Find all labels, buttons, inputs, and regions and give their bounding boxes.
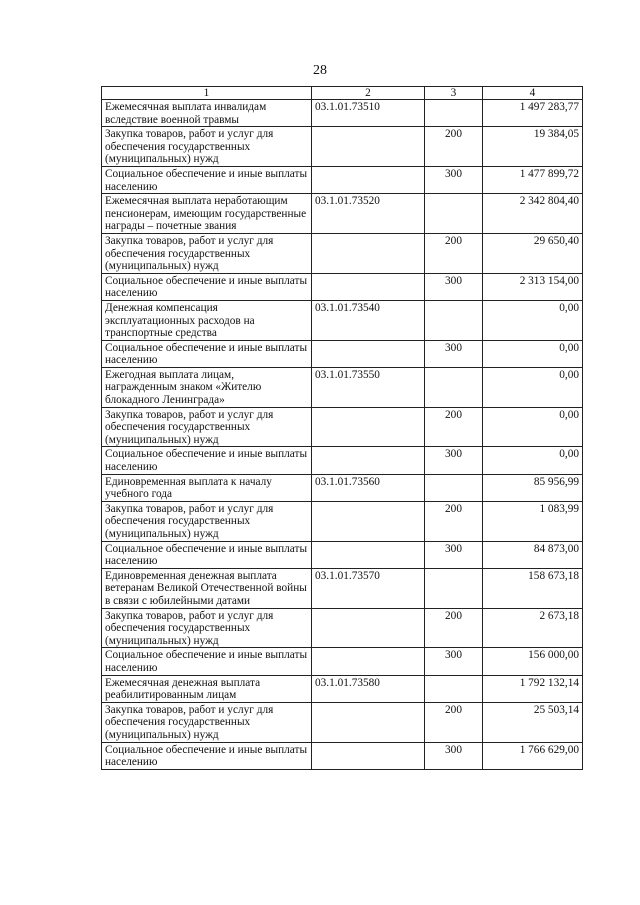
row-code-cell [312,166,425,193]
row-code-cell [312,273,425,300]
row-amount-cell: 2 673,18 [483,608,583,648]
row-kvr-cell: 300 [425,273,483,300]
row-kvr-cell: 200 [425,127,483,167]
row-code-cell: 03.1.01.73580 [312,675,425,702]
table-row [102,608,583,648]
table-row [102,127,583,167]
table-row [102,742,583,769]
row-code-cell [312,127,425,167]
column-header-1: 1 [102,87,312,100]
row-kvr-cell [425,367,483,407]
row-kvr-cell: 200 [425,501,483,541]
table-row [102,702,583,742]
row-name-cell: Ежемесячная денежная выплата реабилитированным лицам [102,675,312,702]
table-row [102,568,583,608]
row-amount-cell: 2 313 154,00 [483,273,583,300]
column-header-2: 2 [312,87,425,100]
row-amount-cell: 1 477 899,72 [483,166,583,193]
table-row [102,407,583,447]
row-name-cell: Ежемесячная выплата инвалидам вследствие военной травмы [102,100,312,127]
table-row [102,300,583,340]
table-header-row [102,87,583,100]
row-name-cell: Денежная компенсация эксплуатационных расходов на транспортные средства [102,300,312,340]
row-name-cell: Ежегодная выплата лицам, награжденным знаком «Жителю блокадного Ленинграда» [102,367,312,407]
row-kvr-cell [425,474,483,501]
row-amount-cell: 158 673,18 [483,568,583,608]
row-name-cell: Социальное обеспечение и иные выплаты населению [102,447,312,474]
row-code-cell [312,233,425,273]
row-name-cell: Закупка товаров, работ и услуг для обеспечения государственных (муниципальных) нужд [102,608,312,648]
row-name-cell: Закупка товаров, работ и услуг для обеспечения государственных (муниципальных) нужд [102,407,312,447]
row-code-cell: 03.1.01.73510 [312,100,425,127]
row-amount-cell: 0,00 [483,300,583,340]
table-row [102,675,583,702]
row-code-cell [312,648,425,675]
table-row [102,447,583,474]
row-amount-cell: 1 766 629,00 [483,742,583,769]
row-name-cell: Социальное обеспечение и иные выплаты населению [102,166,312,193]
row-amount-cell: 1 083,99 [483,501,583,541]
row-name-cell: Социальное обеспечение и иные выплаты населению [102,648,312,675]
row-amount-cell: 1 792 132,14 [483,675,583,702]
row-name-cell: Единовременная выплата к началу учебного года [102,474,312,501]
table-row [102,233,583,273]
row-code-cell [312,702,425,742]
row-code-cell [312,407,425,447]
row-amount-cell: 0,00 [483,340,583,367]
table-row [102,501,583,541]
row-name-cell: Закупка товаров, работ и услуг для обеспечения государственных (муниципальных) нужд [102,702,312,742]
table-row [102,541,583,568]
row-kvr-cell [425,675,483,702]
row-name-cell: Социальное обеспечение и иные выплаты населению [102,742,312,769]
table-row [102,194,583,234]
row-amount-cell: 0,00 [483,367,583,407]
row-code-cell [312,742,425,769]
row-kvr-cell: 200 [425,608,483,648]
row-amount-cell: 85 956,99 [483,474,583,501]
row-amount-cell: 19 384,05 [483,127,583,167]
row-kvr-cell: 200 [425,233,483,273]
column-header-4: 4 [483,87,583,100]
row-amount-cell: 84 873,00 [483,541,583,568]
table-row [102,100,583,127]
table-row [102,367,583,407]
row-amount-cell: 156 000,00 [483,648,583,675]
row-amount-cell: 0,00 [483,407,583,447]
row-name-cell: Социальное обеспечение и иные выплаты населению [102,541,312,568]
column-header-3: 3 [425,87,483,100]
row-kvr-cell: 200 [425,407,483,447]
row-amount-cell: 0,00 [483,447,583,474]
row-name-cell: Ежемесячная выплата неработающим пенсионерам, имеющим государственные награды – почетные звания [102,194,312,234]
row-code-cell [312,501,425,541]
row-name-cell: Закупка товаров, работ и услуг для обеспечения государственных (муниципальных) нужд [102,233,312,273]
row-kvr-cell: 300 [425,166,483,193]
row-amount-cell: 25 503,14 [483,702,583,742]
row-kvr-cell [425,568,483,608]
row-kvr-cell [425,100,483,127]
row-code-cell: 03.1.01.73550 [312,367,425,407]
table-row [102,474,583,501]
row-amount-cell: 1 497 283,77 [483,100,583,127]
row-amount-cell: 29 650,40 [483,233,583,273]
budget-table [101,86,583,770]
row-name-cell: Единовременная денежная выплата ветеранам Великой Отечественной войны в связи с юбилейными датами [102,568,312,608]
table-row [102,340,583,367]
row-name-cell: Социальное обеспечение и иные выплаты населению [102,273,312,300]
row-name-cell: Социальное обеспечение и иные выплаты населению [102,340,312,367]
row-code-cell [312,447,425,474]
row-code-cell: 03.1.01.73520 [312,194,425,234]
row-amount-cell: 2 342 804,40 [483,194,583,234]
table-row [102,648,583,675]
table-row [102,273,583,300]
row-kvr-cell [425,194,483,234]
row-code-cell: 03.1.01.73540 [312,300,425,340]
row-name-cell: Закупка товаров, работ и услуг для обеспечения государственных (муниципальных) нужд [102,501,312,541]
table-body [102,100,583,770]
row-kvr-cell [425,300,483,340]
row-kvr-cell: 300 [425,541,483,568]
row-kvr-cell: 200 [425,702,483,742]
row-code-cell: 03.1.01.73570 [312,568,425,608]
row-code-cell [312,340,425,367]
row-code-cell: 03.1.01.73560 [312,474,425,501]
row-code-cell [312,541,425,568]
page-number: 28 [313,63,327,78]
table-row [102,166,583,193]
row-name-cell: Закупка товаров, работ и услуг для обеспечения государственных (муниципальных) нужд [102,127,312,167]
row-kvr-cell: 300 [425,742,483,769]
row-code-cell [312,608,425,648]
row-kvr-cell: 300 [425,447,483,474]
row-kvr-cell: 300 [425,340,483,367]
row-kvr-cell: 300 [425,648,483,675]
